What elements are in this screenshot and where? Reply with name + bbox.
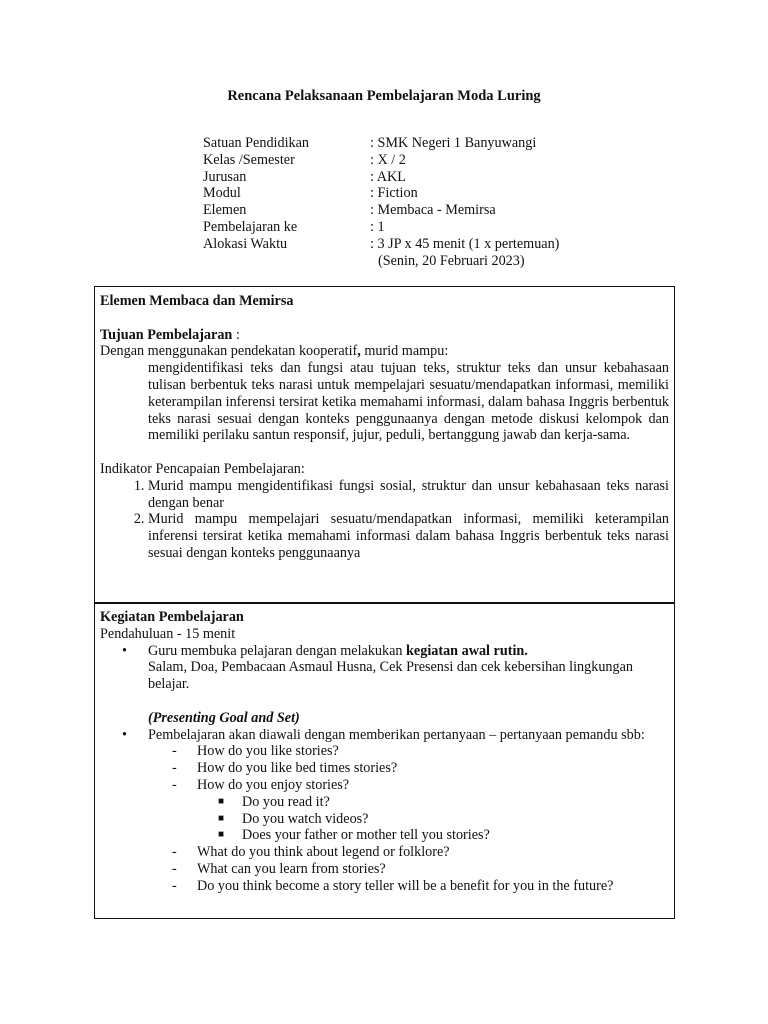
- question-item: [100, 878, 669, 895]
- question-item: [100, 760, 669, 777]
- meta-value: : 3 JP x 45 menit (1 x pertemuan): [370, 235, 560, 252]
- document-title: Rencana Pelaksanaan Pembelajaran Moda Luring: [227, 88, 541, 104]
- presenting-goal-heading: (Presenting Goal and Set): [148, 709, 300, 726]
- meta-row: [203, 185, 559, 202]
- meta-row: [203, 202, 559, 219]
- subquestion-item: [100, 811, 669, 828]
- dash-icon: -: [172, 743, 177, 760]
- question-item: [100, 743, 669, 760]
- intro-suffix: murid mampu:: [360, 343, 449, 360]
- indikator-item: 1. Murid mampu mengidentifikasi fungsi sosial, struktur dan unsur kebahasaan teks narasi dengan benar: [148, 478, 669, 512]
- dash-icon: -: [172, 844, 177, 861]
- bullet1-continuation: Salam, Doa, Pembacaan Asmaul Husna, Cek Presensi dan cek kebersihan lingkungan belajar.: [148, 659, 634, 693]
- bullet-item: [100, 643, 669, 693]
- meta-key: Kelas /Semester: [203, 151, 295, 168]
- intro-bold: ,: [357, 343, 361, 360]
- meta-key: Satuan Pendidikan: [203, 135, 309, 151]
- dash-icon: -: [172, 860, 177, 877]
- meta-value: : AKL: [370, 168, 406, 185]
- square-bullet-icon: ■: [218, 795, 225, 807]
- section2-heading: Kegiatan Pembelajaran: [100, 609, 244, 625]
- meta-row: [203, 219, 559, 236]
- meta-row: [203, 152, 559, 169]
- identity-table: [203, 135, 559, 269]
- question-text: How do you like bed times stories?: [197, 760, 398, 777]
- meta-value: : X / 2: [370, 151, 406, 168]
- tujuan-label-line: [100, 327, 669, 344]
- question-item: [100, 861, 669, 878]
- square-bullet-icon: ■: [218, 829, 225, 841]
- bullet-icon: •: [122, 642, 127, 659]
- meta-continuation: (Senin, 20 Februari 2023): [378, 252, 525, 269]
- tujuan-intro: [100, 343, 669, 360]
- question-text: Do you think become a story teller will be a benefit for you in the future?: [197, 877, 614, 894]
- question-text: What do you think about legend or folklore?: [197, 844, 450, 861]
- meta-key: Elemen: [203, 202, 247, 219]
- subquestion-item: [100, 827, 669, 844]
- bullet2-text: Pembelajaran akan diawali dengan memberikan pertanyaan – pertanyaan pemandu sbb:: [148, 726, 645, 743]
- bullet-item: [100, 727, 669, 744]
- meta-value: : 1: [370, 218, 385, 235]
- square-bullet-icon: ■: [218, 812, 225, 824]
- bullet1-prefix: Guru membuka pelajaran dengan melakukan: [148, 642, 407, 659]
- question-item: [100, 777, 669, 794]
- dash-icon: -: [172, 776, 177, 793]
- tujuan-colon: :: [232, 326, 240, 343]
- indikator-list: [100, 478, 669, 562]
- tujuan-text: mengidentifikasi teks dan fungsi atau tujuan teks, struktur teks dan unsur kebahasaan tulisan berbentuk teks narasi untuk mempelajari sesuatu/mendapatkan informasi, memiliki keterampilan inferensi tersirat ketika memahami informasi, dalam bahasa Inggris berbentuk teks narasi sesuai dengan konteks penggunaanya dengan metode diskusi kelompok dan memiliki perilaku santun responsif, jujur, peduli, bertanggung jawab dan kerja-sama.: [148, 360, 669, 444]
- bullet1-bold: kegiatan awal rutin.: [406, 642, 528, 659]
- meta-value: : Membaca - Memirsa: [370, 202, 496, 219]
- question-text: How do you enjoy stories?: [197, 776, 350, 793]
- indikator-label: Indikator Pencapaian Pembelajaran:: [100, 460, 305, 477]
- section-learning-objectives: [94, 286, 675, 604]
- meta-key: Modul: [203, 185, 241, 202]
- meta-row: [203, 135, 559, 152]
- subquestion-text: Does your father or mother tell you stories?: [242, 827, 490, 844]
- dash-icon: -: [172, 760, 177, 777]
- meta-row: [203, 236, 559, 253]
- tujuan-label: Tujuan Pembelajaran: [100, 326, 233, 343]
- section-learning-activities: [94, 602, 675, 919]
- meta-key: Pembelajaran ke: [203, 218, 298, 235]
- indikator-item: 2. Murid mampu mempelajari sesuatu/mendapatkan informasi, memiliki keterampilan inferensi tersirat ketika memahami informasi dalam bahasa Inggris berbentuk teks narasi sesuai dengan konteks penggunaanya: [148, 511, 669, 561]
- subquestion-text: Do you read it?: [242, 793, 330, 810]
- pendahuluan-label: Pendahuluan - 15 menit: [100, 625, 236, 642]
- meta-key: Jurusan: [203, 168, 247, 185]
- question-text: How do you like stories?: [197, 743, 339, 760]
- meta-key: Alokasi Waktu: [203, 235, 288, 252]
- dash-icon: -: [172, 877, 177, 894]
- meta-row: [203, 169, 559, 186]
- question-text: What can you learn from stories?: [197, 860, 386, 877]
- section1-heading: Elemen Membaca dan Memirsa: [100, 293, 294, 309]
- subquestion-text: Do you watch videos?: [242, 810, 369, 827]
- subquestion-item: [100, 794, 669, 811]
- question-item: [100, 844, 669, 861]
- meta-value: : Fiction: [370, 185, 418, 202]
- bullet-icon: •: [122, 726, 127, 743]
- meta-value: : SMK Negeri 1 Banyuwangi: [370, 135, 537, 151]
- bullet1-text: [148, 643, 669, 660]
- intro-prefix: Dengan menggunakan pendekatan kooperatif: [100, 343, 358, 360]
